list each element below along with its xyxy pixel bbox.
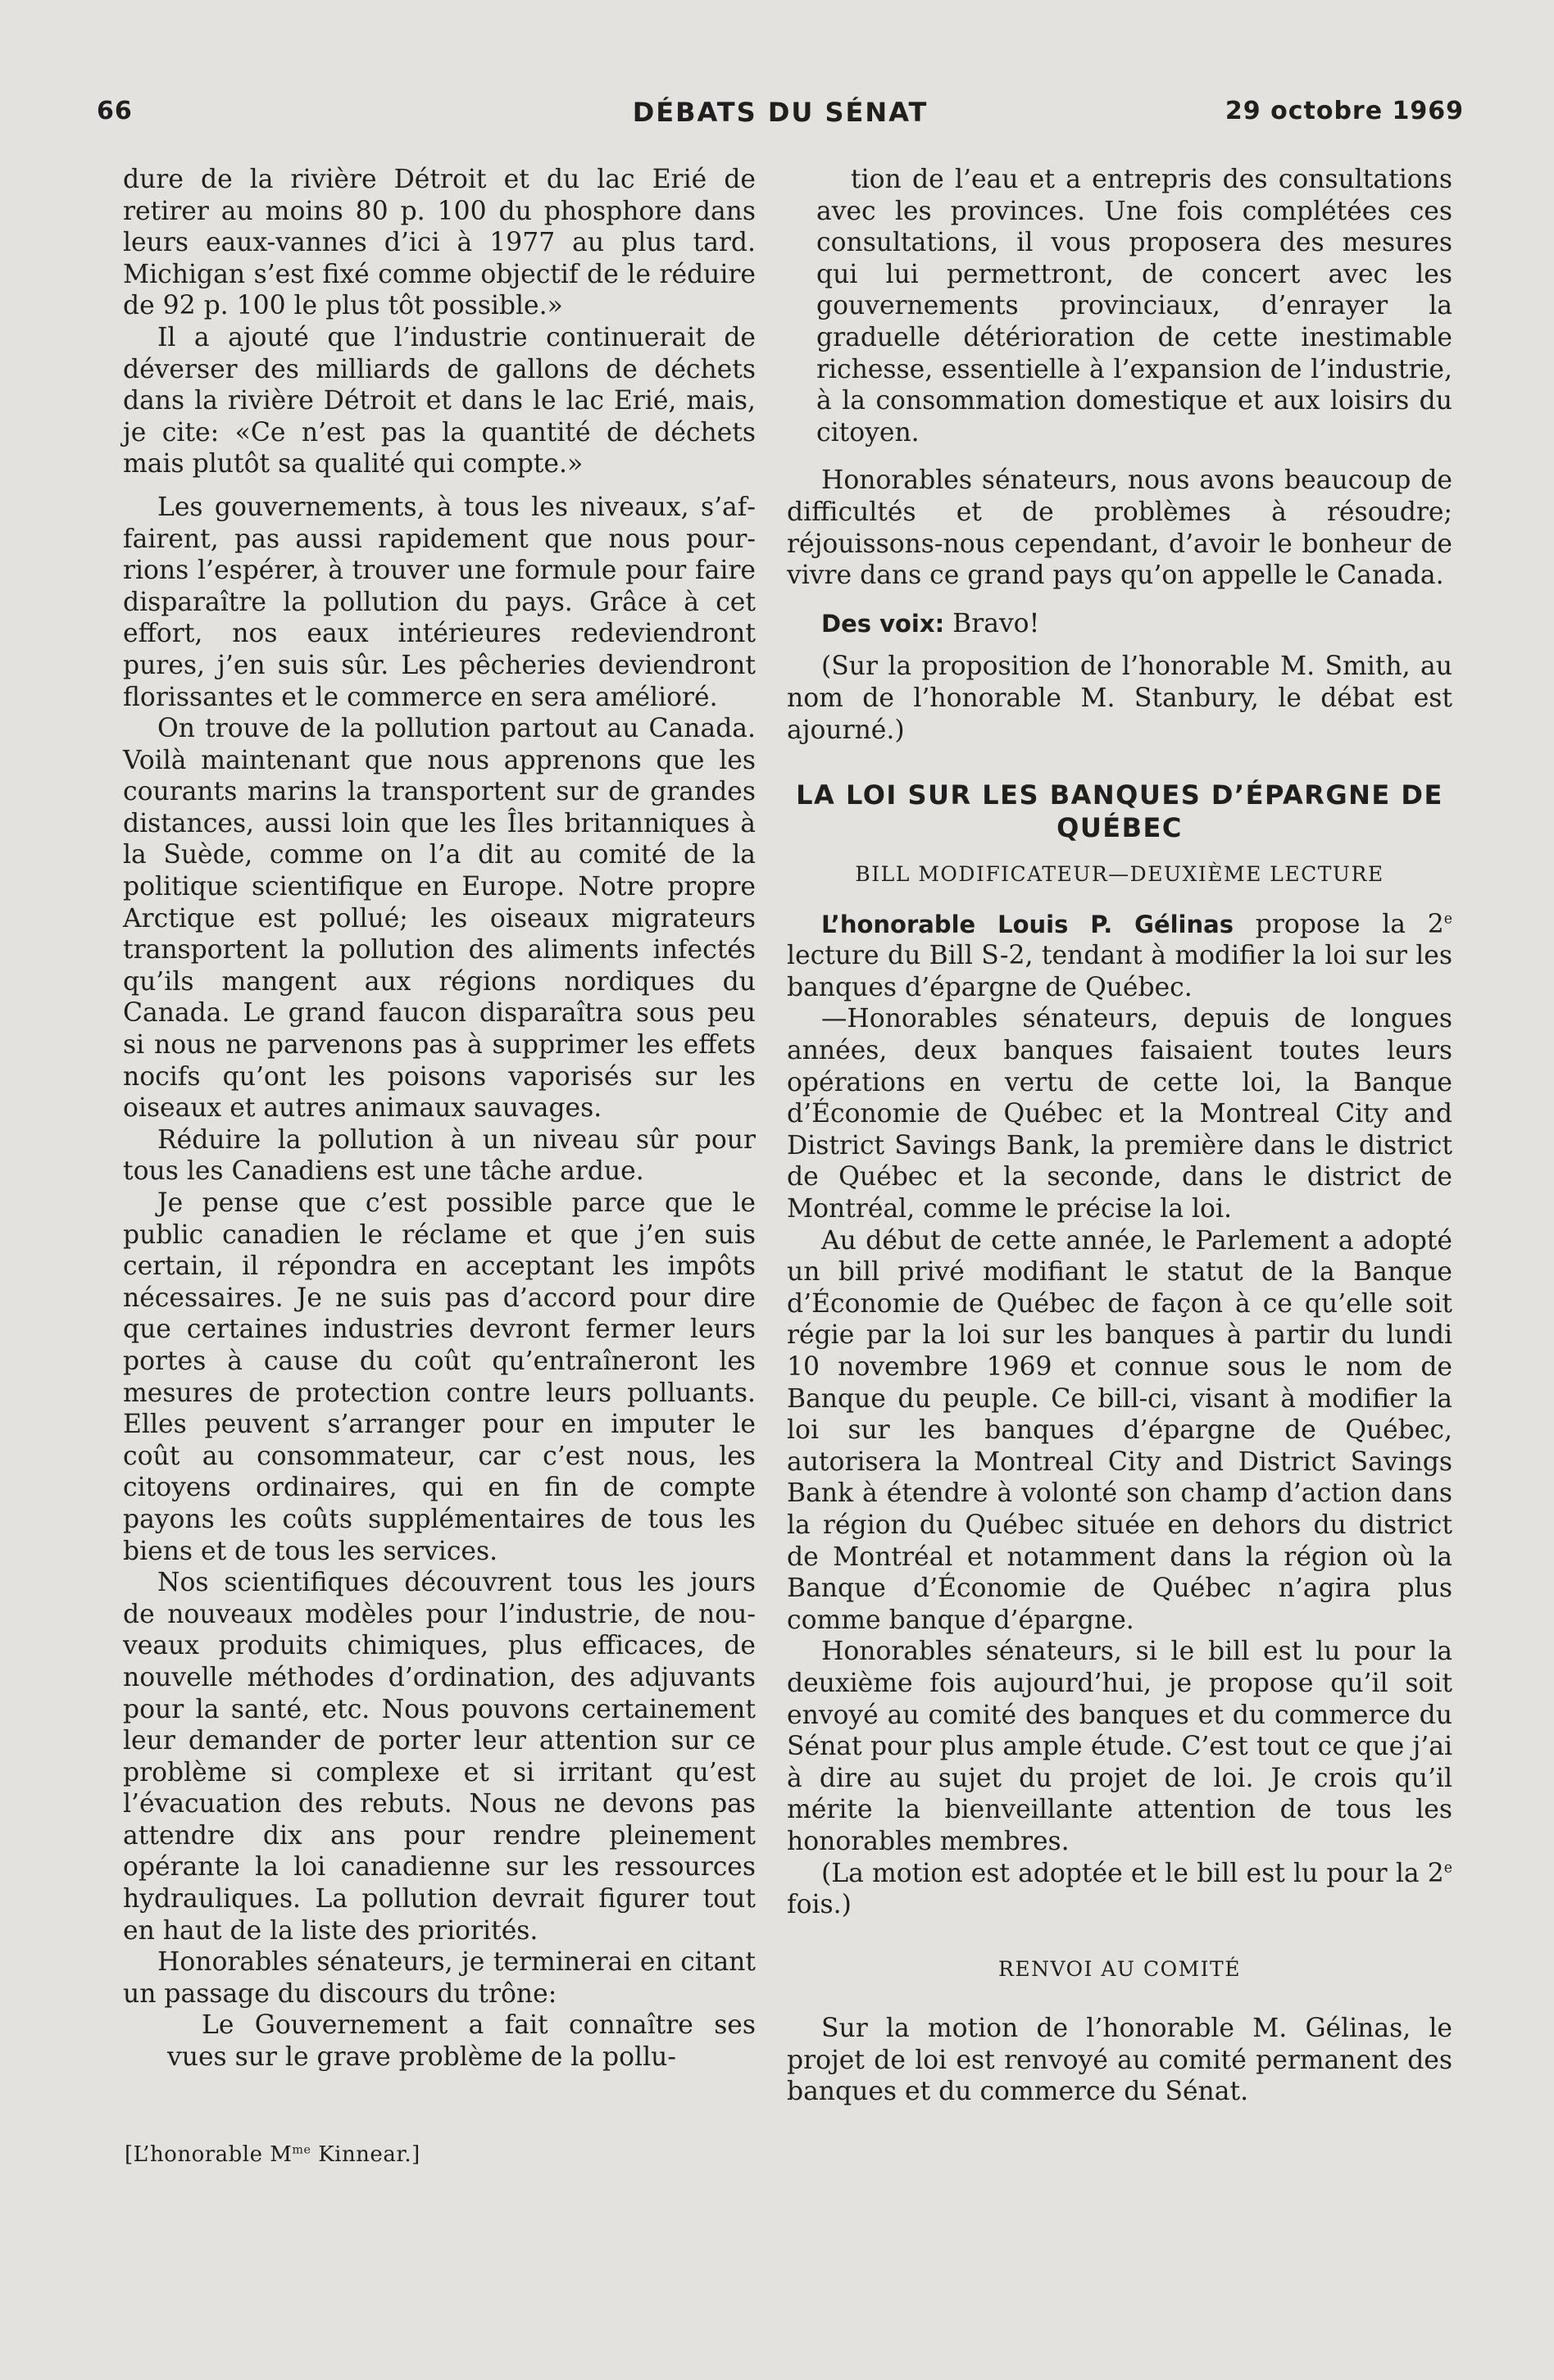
superscript: e — [1443, 1860, 1452, 1877]
superscript: me — [292, 2143, 311, 2157]
speech-text: lecture du Bill S-2, tendant à modifier la loi sur les banques d’épargne de Québec. — [787, 941, 1452, 1002]
paragraph: dure de la rivière Détroit et du lac Erié de retirer au moins 80 p. 100 du phosphore dans leurs eaux-vannes d’ici à 1977 au plus tard. Michigan s’est fixé comme objectif de le réduire de 92 p. 100 le plus tôt possible.» — [123, 165, 756, 321]
paragraph — [787, 909, 1452, 1004]
left-column — [123, 164, 756, 2073]
paragraph: On trouve de la pollution partout au Canada. Voilà maintenant que nous apprenons que les courants marins la transportent sur de grandes distances, aussi loin que les Îles britanniques à la Suède, comme on l’a dit au comité de la politique scientifique en Europe. Notre propre Arctique est pollué; les oiseaux migrateurs transportent la pollution des aliments infectés qu’ils mangent aux régions nordiques du Canada. Le grand faucon disparaîtra sous peu si nous ne parvenons pas à supprimer les effets nocifs qu’ont les poisons vaporisés sur les oiseaux et autres animaux sauvages. — [123, 714, 756, 1124]
paragraph: Les gouvernements, à tous les niveaux, s’affairent, pas aussi rapidement que nous pourrions l’espérer, à trouver une formule pour faire disparaître la pollution du pays. Grâce à cet effort, nos eaux intérieures redeviendront pures, j’en suis sûr. Les pêcheries deviendront florissantes et le commerce en sera amélioré. — [123, 492, 756, 712]
subheading: RENVOI AU COMITÉ — [998, 1956, 1241, 1981]
paragraph: Réduire la pollution à un niveau sûr pour tous les Canadiens est une tâche ardue. — [123, 1124, 756, 1187]
speech-text: Bravo! — [944, 608, 1040, 638]
paragraph: Honorables sénateurs, si le bill est lu pour la deuxième fois aujourd’hui, je propose qu’il soit envoyé au comité des banques et du commerce du Sénat pour plus ample étude. C’est tout ce que j’ai à dire au sujet du projet de loi. Je crois qu’il mérite la bienveillante attention de tous les honorables membres. — [787, 1637, 1452, 1856]
page-number: 66 — [97, 97, 133, 125]
paragraph: Sur la motion de l’honorable M. Gélinas, le projet de loi est renvoyé au comité permanent des banques et du commerce du Sénat. — [787, 2014, 1452, 2107]
section-heading: LA LOI SUR LES BANQUES D’ÉPARGNE DE QUÉBEC — [796, 779, 1443, 844]
paragraph: Nos scientifiques découvrent tous les jours de nouveaux modèles pour l’industrie, de nouveaux produits chimiques, plus efficaces, de nouvelle méthodes d’ordination, des adjuvants pour la santé, etc. Nous pouvons certainement leur demander de porter leur attention sur ce problème si complexe et si irritant qu’est l’évacuation des rebuts. Nous ne devons pas attendre dix ans pour rendre pleinement opérante la loi canadienne sur les ressources hydrauliques. La pollution devrait figurer tout en haut de la liste des priorités. — [123, 1568, 756, 1946]
paragraph: (Sur la proposition de l’honorable M. Smith, au nom de l’honorable M. Stanbury, le débat est ajourné.) — [787, 652, 1452, 745]
speaker-name: Des voix: — [821, 609, 945, 638]
page-date: 29 octobre 1969 — [1225, 97, 1464, 125]
paragraph: Honorables sénateurs, nous avons beaucoup de difficultés et de problèmes à résoudre; réjouissons-nous cependant, d’avoir le bonheur de vivre dans ce grand pays qu’on appelle le Canada. — [787, 466, 1452, 591]
paragraph — [787, 608, 1452, 640]
page-title: DÉBATS DU SÉNAT — [632, 97, 929, 128]
paragraph: Honorables sénateurs, je terminerai en citant un passage du discours du trône: — [123, 1947, 756, 2009]
speaker-attribution: [L’honorable $M^{me}$ Kinnear.] — [125, 2142, 420, 2167]
page-header — [97, 97, 1464, 136]
subheading: BILL MODIFICATEUR—DEUXIÈME LECTURE — [855, 862, 1384, 887]
speech-text: fois.) — [787, 1890, 852, 1920]
paragraph: Il a ajouté que l’industrie continuerait de déverser des milliards de gallons de déchets dans la rivière Détroit et dans le lac Erié, mais, je cite: «Ce n’est pas la quantité de déchets mais plutôt sa qualité qui compte.» — [123, 322, 756, 479]
speaker-name: L’honorable Louis P. Gélinas — [821, 910, 1234, 938]
speech-text: (La motion est adoptée et le bill est lu pour la 2 — [821, 1858, 1444, 1888]
quoted-paragraph: Le Gouvernement a fait connaître ses vues sur le grave problème de la pollu- — [167, 2010, 756, 2073]
quoted-paragraph: tion de l’eau et a entrepris des consultations avec les provinces. Une fois complétées ces consultations, il vous proposera des mesures qui lui permettront, de concert avec les gouvernements provinciaux, d’enrayer la graduelle détérioration de cette inestimable richesse, essentielle à l’expansion de l’industrie, à la consommation domestique et aux loisirs du citoyen. — [816, 165, 1452, 447]
paragraph: Au début de cette année, le Parlement a adopté un bill privé modifiant le statut de la Banque d’Économie de Québec de façon à ce qu’elle soit régie par la loi sur les banques à partir du lundi 10 novembre 1969 et connue sous le nom de Banque du peuple. Ce bill-ci, visant à modifier la loi sur les banques d’épargne de Québec, autorisera la Montreal City and District Savings Bank à étendre à volonté son champ d’action dans la région du Québec située en dehors du district de Montréal et notamment dans la région où la Banque d’Économie de Québec n’agira plus comme banque d’épargne. — [787, 1225, 1452, 1635]
paragraph — [787, 1858, 1452, 1921]
superscript: e — [1443, 911, 1452, 928]
paragraph: Je pense que c’est possible parce que le public canadien le réclame et que j’en suis certain, il répondra en acceptant les impôts nécessaires. Je ne suis pas d’accord pour dire que certaines industries devront fermer leurs portes à cause du coût qu’entraîneront les mesures de protection contre leurs polluants. Elles peuvent s’arranger pour en imputer le coût au consommateur, car c’est nous, les citoyens ordinaires, qui en fin de compte payons les coûts supplémentaires de tous les biens et de tous les services. — [123, 1188, 756, 1566]
right-column — [787, 164, 1452, 2108]
paragraph: —Honorables sénateurs, depuis de longues années, deux banques faisaient toutes leurs opérations en vertu de cette loi, la Banque d’Économie de Québec et la Montreal City and District Savings Bank, la première dans le district de Québec et la seconde, dans le district de Montréal, comme le précise la loi. — [787, 1004, 1452, 1224]
speech-text: propose la 2 — [1233, 909, 1444, 939]
